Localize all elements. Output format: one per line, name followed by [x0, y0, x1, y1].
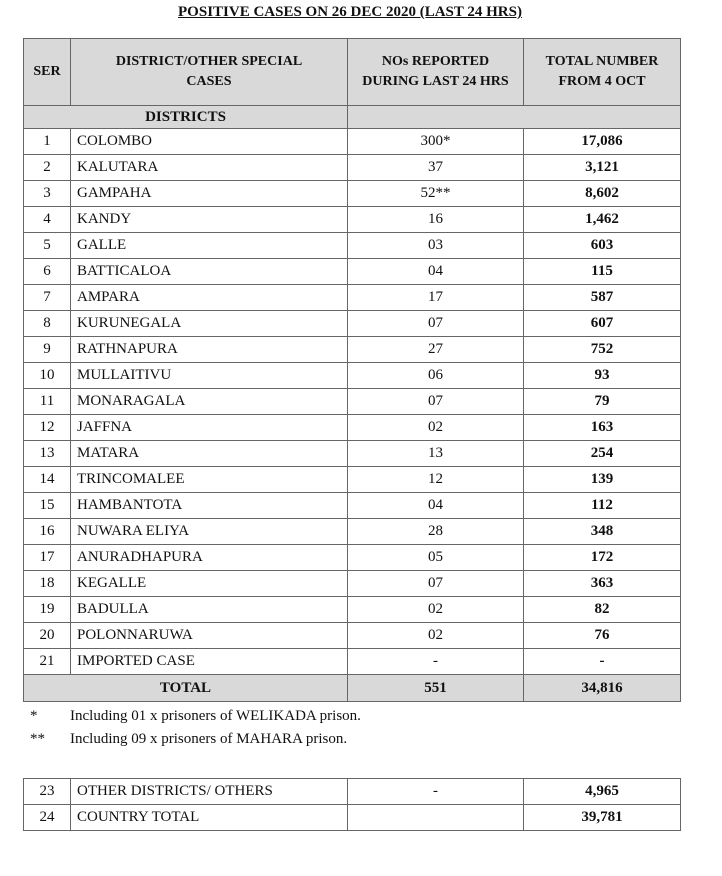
row-ser: 8 — [24, 311, 71, 337]
row-reported: 37 — [348, 155, 524, 181]
other-table — [23, 778, 681, 831]
row-ser: 9 — [24, 337, 71, 363]
row-reported: 02 — [348, 415, 524, 441]
table-row — [24, 337, 681, 363]
table-row — [24, 571, 681, 597]
row-total: 76 — [524, 623, 681, 649]
table-row — [24, 545, 681, 571]
row-reported: 28 — [348, 519, 524, 545]
row-total: 587 — [524, 285, 681, 311]
row-ser: 11 — [24, 389, 71, 415]
header-district: DISTRICT/OTHER SPECIAL CASES — [71, 39, 348, 106]
row-reported: 17 — [348, 285, 524, 311]
cases-table — [23, 38, 681, 702]
table-row — [24, 415, 681, 441]
row-name: JAFFNA — [71, 415, 348, 441]
row-total: 163 — [524, 415, 681, 441]
table-row — [24, 519, 681, 545]
row-total: 172 — [524, 545, 681, 571]
row-ser: 17 — [24, 545, 71, 571]
row-reported: 07 — [348, 311, 524, 337]
row-total: 139 — [524, 467, 681, 493]
header-row — [24, 39, 681, 106]
total-label: TOTAL — [24, 675, 348, 702]
row-name: MATARA — [71, 441, 348, 467]
row-name: KEGALLE — [71, 571, 348, 597]
row-ser: 12 — [24, 415, 71, 441]
table-row — [24, 805, 681, 831]
row-ser: 2 — [24, 155, 71, 181]
table-row — [24, 493, 681, 519]
total-total: 34,816 — [524, 675, 681, 702]
row-name: ANURADHAPURA — [71, 545, 348, 571]
row-ser: 20 — [24, 623, 71, 649]
row-ser: 3 — [24, 181, 71, 207]
row-reported: 300* — [348, 129, 524, 155]
row-ser: 23 — [24, 779, 71, 805]
row-reported: 27 — [348, 337, 524, 363]
row-reported: 04 — [348, 493, 524, 519]
row-name: GAMPAHA — [71, 181, 348, 207]
total-reported: 551 — [348, 675, 524, 702]
table-row — [24, 597, 681, 623]
footnote-mark: * — [30, 708, 38, 724]
table-row — [24, 467, 681, 493]
row-total: 82 — [524, 597, 681, 623]
row-name: GALLE — [71, 233, 348, 259]
row-name: HAMBANTOTA — [71, 493, 348, 519]
table-row — [24, 649, 681, 675]
header-ser: SER — [24, 39, 71, 106]
table-row — [24, 441, 681, 467]
row-total: - — [524, 649, 681, 675]
footnote-text: Including 01 x prisoners of WELIKADA prison. — [70, 708, 361, 724]
table-row — [24, 129, 681, 155]
row-reported: 12 — [348, 467, 524, 493]
row-reported: 05 — [348, 545, 524, 571]
row-ser: 19 — [24, 597, 71, 623]
row-reported: 06 — [348, 363, 524, 389]
row-reported: 02 — [348, 623, 524, 649]
table-row — [24, 155, 681, 181]
row-total: 348 — [524, 519, 681, 545]
total-row — [24, 675, 681, 702]
row-name: OTHER DISTRICTS/ OTHERS — [71, 779, 348, 805]
row-ser: 21 — [24, 649, 71, 675]
row-reported: 52** — [348, 181, 524, 207]
row-total: 254 — [524, 441, 681, 467]
row-ser: 16 — [24, 519, 71, 545]
row-reported — [348, 805, 524, 831]
row-name: TRINCOMALEE — [71, 467, 348, 493]
row-ser: 4 — [24, 207, 71, 233]
row-total: 603 — [524, 233, 681, 259]
table-row — [24, 779, 681, 805]
row-total: 752 — [524, 337, 681, 363]
table-row — [24, 285, 681, 311]
row-reported: 03 — [348, 233, 524, 259]
row-total: 607 — [524, 311, 681, 337]
district-rows — [24, 129, 681, 675]
page-title: POSITIVE CASES ON 26 DEC 2020 (LAST 24 HRS) — [178, 4, 522, 20]
row-total: 115 — [524, 259, 681, 285]
footnote-text: Including 09 x prisoners of MAHARA prison. — [70, 731, 348, 747]
row-ser: 15 — [24, 493, 71, 519]
section-row — [24, 106, 681, 129]
row-name: NUWARA ELIYA — [71, 519, 348, 545]
table-row — [24, 363, 681, 389]
row-ser: 7 — [24, 285, 71, 311]
row-reported: 07 — [348, 389, 524, 415]
row-reported: 16 — [348, 207, 524, 233]
row-name: POLONNARUWA — [71, 623, 348, 649]
row-name: KURUNEGALA — [71, 311, 348, 337]
row-total: 112 — [524, 493, 681, 519]
row-total: 39,781 — [524, 805, 681, 831]
table-row — [24, 207, 681, 233]
row-name: KANDY — [71, 207, 348, 233]
row-ser: 24 — [24, 805, 71, 831]
row-total: 3,121 — [524, 155, 681, 181]
row-name: MULLAITIVU — [71, 363, 348, 389]
table-row — [24, 233, 681, 259]
row-reported: - — [348, 779, 524, 805]
row-ser: 1 — [24, 129, 71, 155]
row-reported: 02 — [348, 597, 524, 623]
row-reported: 13 — [348, 441, 524, 467]
row-total: 363 — [524, 571, 681, 597]
row-ser: 6 — [24, 259, 71, 285]
row-name: COUNTRY TOTAL — [71, 805, 348, 831]
row-name: KALUTARA — [71, 155, 348, 181]
row-name: BATTICALOA — [71, 259, 348, 285]
row-ser: 13 — [24, 441, 71, 467]
row-total: 93 — [524, 363, 681, 389]
row-name: BADULLA — [71, 597, 348, 623]
row-name: MONARAGALA — [71, 389, 348, 415]
header-reported: NOs REPORTED DURING LAST 24 HRS — [348, 39, 524, 106]
row-ser: 18 — [24, 571, 71, 597]
row-total: 1,462 — [524, 207, 681, 233]
row-reported: - — [348, 649, 524, 675]
row-ser: 5 — [24, 233, 71, 259]
row-total: 79 — [524, 389, 681, 415]
row-total: 4,965 — [524, 779, 681, 805]
row-reported: 07 — [348, 571, 524, 597]
row-name: IMPORTED CASE — [71, 649, 348, 675]
table-row — [24, 623, 681, 649]
row-total: 17,086 — [524, 129, 681, 155]
row-ser: 14 — [24, 467, 71, 493]
table-row — [24, 389, 681, 415]
row-ser: 10 — [24, 363, 71, 389]
row-reported: 04 — [348, 259, 524, 285]
row-total: 8,602 — [524, 181, 681, 207]
row-name: COLOMBO — [71, 129, 348, 155]
section-label: DISTRICTS — [24, 106, 348, 129]
table-row — [24, 181, 681, 207]
footnote-mark: ** — [30, 731, 45, 747]
row-name: RATHNAPURA — [71, 337, 348, 363]
table-row — [24, 311, 681, 337]
table-row — [24, 259, 681, 285]
section-filler — [348, 106, 681, 129]
row-name: AMPARA — [71, 285, 348, 311]
header-total: TOTAL NUMBER FROM 4 OCT — [524, 39, 681, 106]
